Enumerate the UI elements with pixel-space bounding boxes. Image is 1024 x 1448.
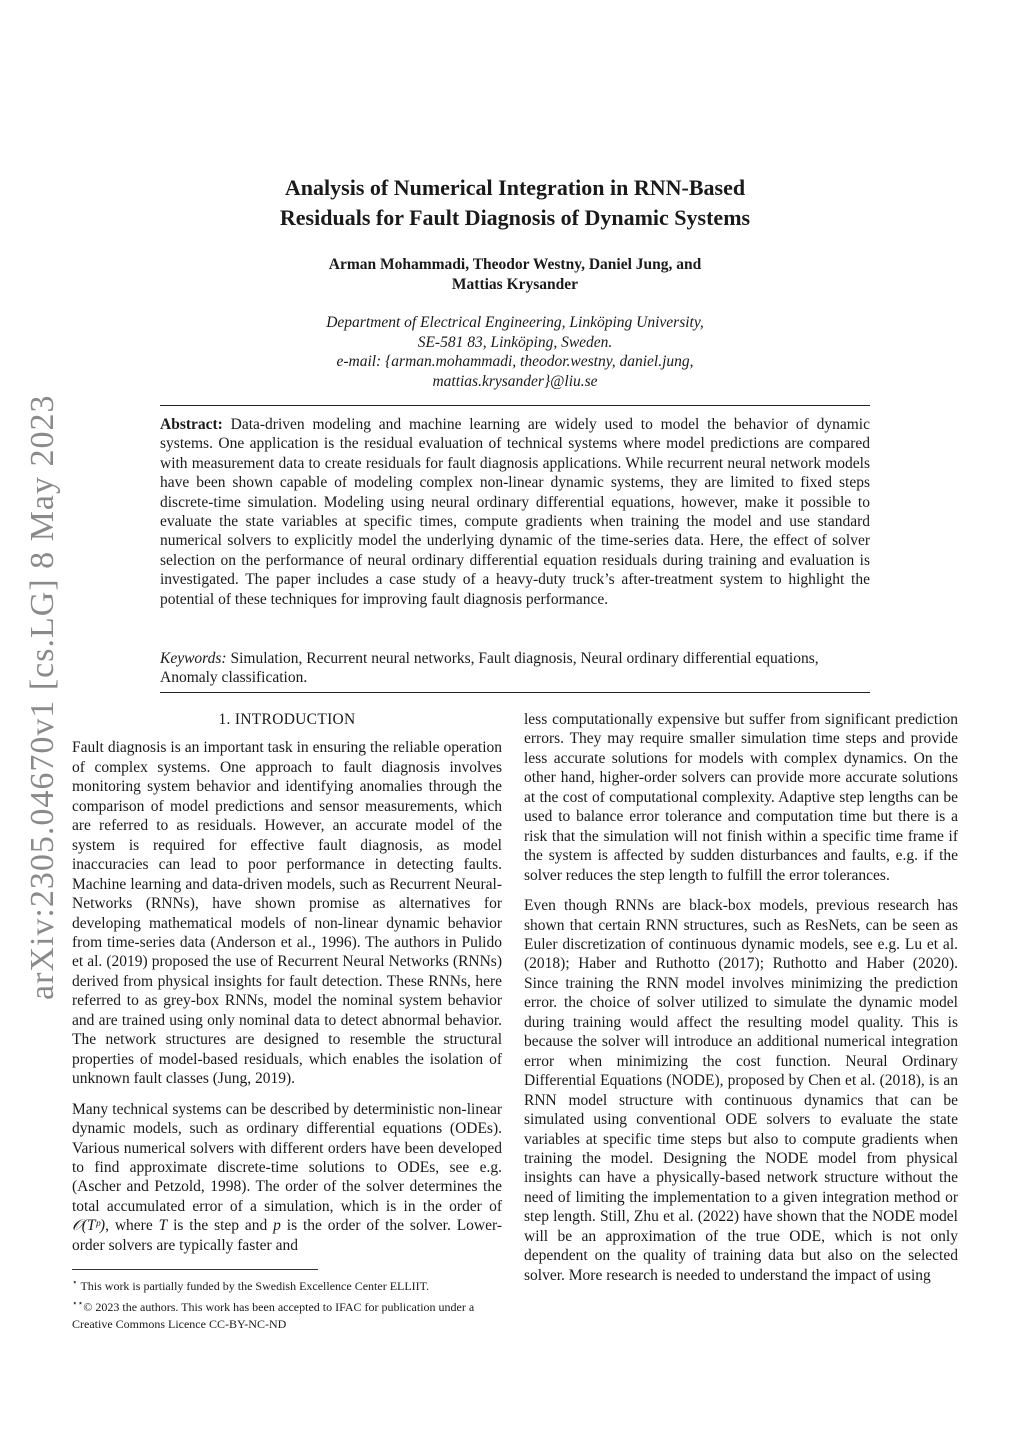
keywords-label: Keywords: xyxy=(160,650,227,667)
paragraph: Even though RNNs are black-box models, previous research has shown that certain RNN structures, such as ResNets, can be seen as Euler discretization of continuous dynamic models, see e.g. Lu et al. (2018); Haber and Ruthotto (2017); Ruthotto and Haber (2020). Since training the RNN model involves minimizing the prediction error. the choice of solver utilized to simulate the dynamic model during training would affect the resulting model quality. This is because the solver will introduce an additional numerical integration error when minimizing the cost function. Neural Ordinary Differential Equations (NODE), proposed by Chen et al. (2018), is an RNN model structure with continuous dynamics that can be simulated using conventional ODE solvers to evaluate the state variables at specific time steps but also to compute gradients when training the model. Designing the NODE model from physical insights can have a physically-based network structure without the need of limiting the implementation to a given integration method or step length. Still, Zhu et al. (2022) have shown that the NODE model will be an approximation of the true ODE, which is not only dependent on the quality of training data but also on the selected solver. More research is needed to understand the impact of using xyxy=(524,897,958,1284)
affiliation-email: mattias.krysander}@liu.se xyxy=(432,372,598,390)
paragraph-text: , where xyxy=(105,1217,159,1235)
abstract-label: Abstract: xyxy=(160,416,223,433)
math-inline: 𝒪(Tᵖ) xyxy=(72,1217,106,1235)
footnote-text: © 2023 the authors. This work has been accepted to IFAC for publication under a Creative Commons Licence CC-BY-NC-ND xyxy=(72,1300,475,1331)
paragraph: Fault diagnosis is an important task in ensuring the reliable operation of complex systems. One approach to fault diagnosis involves monitoring system behavior and identifying anomalies through the comparison of model predictions and sensor measurements, which are referred to as residuals. However, an accurate model of the system is required for effective fault diagnosis, as model inaccuracies can lead to poor performance in detecting faults. Machine learning and data-driven models, such as Recurrent Neural-Networks (RNNs), have shown promise as alternatives for developing mathematical models of non-linear dynamic behavior from time-series data (Anderson et al., 1996). The authors in Pulido et al. (2019) proposed the use of Recurrent Neural Networks (RNNs) derived from physical insights for fault detection. These RNNs, here referred to as grey-box RNNs, model the nominal system behavior and are trained using only nominal data to detect abnormal behavior. The network structures are designed to resemble the structural properties of model-based residuals, which enables the isolation of unknown fault classes (Jung, 2019). xyxy=(72,739,502,1088)
title-line: Residuals for Fault Diagnosis of Dynamic Systems xyxy=(279,205,751,230)
math-inline: T xyxy=(158,1217,168,1235)
author-list xyxy=(160,255,870,295)
abstract-text: Data-driven modeling and machine learning are widely used to model the behavior of dynamic systems. One application is the residual evaluation of technical systems where model predictions are compared with measurement data to create residuals for fault diagnosis applications. While recurrent neural network models have been shown capable of modeling complex non-linear dynamic systems, they are limited to fixed steps discrete-time simulation. Modeling using neural ordinary differential equations, however, make it possible to evaluate the state variables at specific times, compute gradients when training the model and use standard numerical solvers to explicitly model the underlying dynamic of the time-series data. Here, the effect of solver selection on the performance of neural ordinary differential equation residuals during training and evaluation is investigated. The paper includes a case study of a heavy-duty truck’s after-treatment system to highlight the potential of these techniques for improving fault diagnosis performance. xyxy=(160,416,870,608)
paragraph-text: Many technical systems can be described by deterministic non-linear dynamic models, such as ordinary differential equations (ODEs). Various numerical solvers with different orders have been developed to find approximate discrete-time solutions to ODEs, see e.g. (Ascher and Petzold, 1998). The order of the solver determines the total accumulated error of a simulation, which is in the order of xyxy=(72,1100,502,1215)
footnote xyxy=(72,1274,512,1295)
title-line: Analysis of Numerical Integration in RNN-Based xyxy=(284,175,746,200)
keywords xyxy=(160,649,870,688)
paper-title xyxy=(160,173,870,233)
paragraph-text: is the order of the solver. Lower-order solvers are typically faster and xyxy=(72,1217,502,1254)
affiliation-line: SE-581 83, Linköping, Sweden. xyxy=(417,333,613,351)
footnote-mark: ⋆ xyxy=(72,1277,78,1287)
author-line: Mattias Krysander xyxy=(451,276,579,293)
footnote-text: This work is partially funded by the Swedish Excellence Center ELLIIT. xyxy=(80,1279,430,1293)
keywords-bottom-rule xyxy=(160,692,870,693)
left-column xyxy=(72,710,502,1266)
footnote xyxy=(72,1295,512,1333)
section-heading: 1. INTRODUCTION xyxy=(218,711,356,728)
math-inline: p xyxy=(273,1217,281,1235)
footnote-mark: ⋆⋆ xyxy=(72,1298,84,1308)
right-column xyxy=(524,710,958,1296)
footnote-rule xyxy=(72,1269,318,1270)
affiliation-email: e-mail: {arman.mohammadi, theodor.westny, daniel.jung, xyxy=(336,353,694,370)
author-line: Arman Mohammadi, Theodor Westny, Daniel Jung, and xyxy=(328,256,702,273)
paragraph-text: is the step and xyxy=(167,1217,274,1235)
affiliation-line: Department of Electrical Engineering, Linköping University, xyxy=(326,314,704,331)
keywords-text: Simulation, Recurrent neural networks, Fault diagnosis, Neural ordinary differential equations, Anomaly classification. xyxy=(160,650,819,687)
arxiv-identifier: arXiv:2305.04670v1 [cs.LG] 8 May 2023 xyxy=(24,394,61,1000)
abstract xyxy=(160,415,870,609)
affiliation xyxy=(160,313,870,391)
footnotes xyxy=(72,1274,512,1333)
abstract-top-rule xyxy=(160,405,870,406)
paragraph: less computationally expensive but suffer from significant prediction errors. They may require smaller simulation time steps and provide less accurate solutions for models with complex dynamics. On the other hand, higher-order solvers can provide more accurate solutions at the cost of computational complexity. Adaptive step lengths can be used to balance error tolerance and computation time but there is a risk that the simulation will not finish within a specific time frame if the system is affected by sudden disturbances and faults, e.g. if the solver reduces the step length to fulfill the error tolerances. xyxy=(524,711,958,884)
paragraph xyxy=(72,1100,502,1256)
